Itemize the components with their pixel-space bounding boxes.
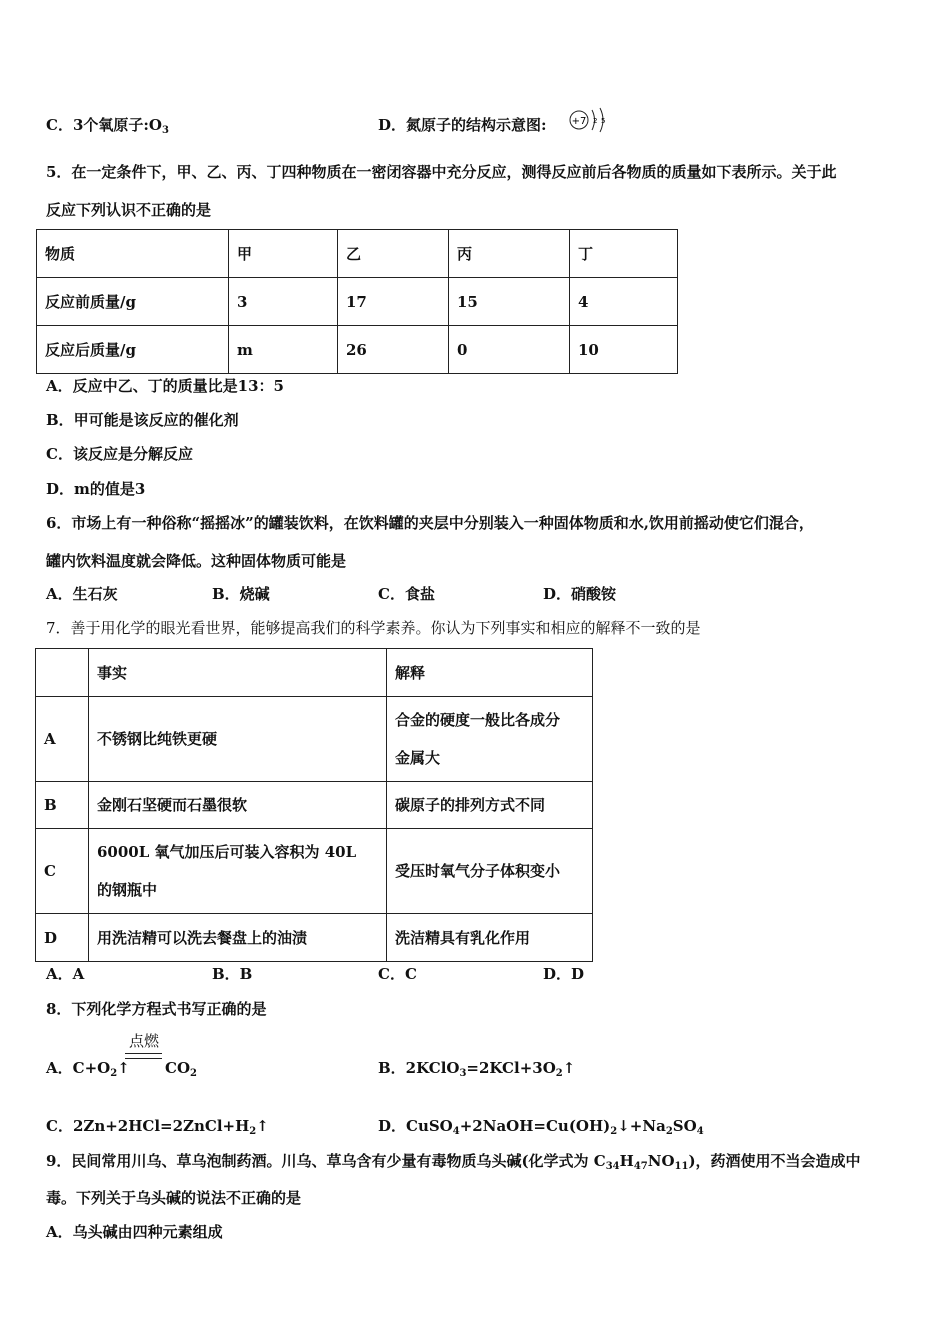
q5-option-c: C．该反应是分解反应 <box>46 445 193 463</box>
table-cell <box>387 697 593 782</box>
q9-stem-line1: 9．民间常用川乌、草乌泡制药酒。川乌、草乌含有少量有毒物质乌头碱(化学式为 $C_{34}H_{47}NO_{11}$)，药酒使用不当会造成中 <box>46 1152 861 1172</box>
table-row <box>37 326 678 374</box>
table-cell: 解释 <box>387 649 593 697</box>
equation-double-line <box>125 1053 162 1059</box>
table-row <box>36 914 593 962</box>
table-cell: A <box>36 697 89 782</box>
q4-option-d: D．氮原子的结构示意图: <box>378 116 547 134</box>
q7-option-b: B．B <box>212 965 253 983</box>
table-cell: 反应前质量/g <box>37 278 229 326</box>
table-cell: 用洗洁精可以洗去餐盘上的油渍 <box>89 914 387 962</box>
q5-option-b: B．甲可能是该反应的催化剂 <box>46 411 239 429</box>
cell-line: 合金的硬度一般比各成分 <box>395 711 561 729</box>
q6-stem-line1: 6．市场上有一种俗称“摇摇冰”的罐装饮料，在饮料罐的夹层中分别装入一种固体物质和水,饮用前摇动使它们混合， <box>46 514 814 532</box>
table-row <box>36 782 593 829</box>
table-cell: 碳原子的排列方式不同 <box>387 782 593 829</box>
table-cell: 丙 <box>449 230 570 278</box>
q5-option-d: D．m的值是3 <box>46 480 146 498</box>
q7-option-d: D．D <box>543 965 585 983</box>
table-row <box>36 697 593 782</box>
table-cell: 10 <box>570 326 678 374</box>
table-cell: 丁 <box>570 230 678 278</box>
table-cell: 0 <box>449 326 570 374</box>
table-cell <box>36 649 89 697</box>
q8-option-b: B．$2KClO_3=2KCl+3O_2↑$ <box>378 1059 576 1079</box>
atom-shell-1: 2 <box>593 117 598 125</box>
table-cell: 反应后质量/g <box>37 326 229 374</box>
q7-fact-table <box>35 648 593 962</box>
q8-option-c: C．$2Zn+2HCl=2ZnCl+H_2↑$ <box>46 1117 269 1137</box>
table-header-row <box>36 649 593 697</box>
nitrogen-atom-diagram-icon <box>566 106 614 134</box>
q6-option-a: A．生石灰 <box>46 585 118 603</box>
table-cell: 甲 <box>229 230 338 278</box>
table-row <box>37 278 678 326</box>
table-cell: 15 <box>449 278 570 326</box>
q5-stem-line1: 5．在一定条件下，甲、乙、丙、丁四种物质在一密闭容器中充分反应，测得反应前后各物质的质量如下表所示。关于此 <box>46 163 837 181</box>
table-cell: 事实 <box>89 649 387 697</box>
q8-stem: 8．下列化学方程式书写正确的是 <box>46 1000 267 1018</box>
table-row <box>36 829 593 914</box>
q8-option-a: A．$C+O_2↑$ <box>46 1059 130 1079</box>
q5-stem-line2: 反应下列认识不正确的是 <box>46 201 212 219</box>
q6-option-b: B．烧碱 <box>212 585 270 603</box>
q6-option-c: C．食盐 <box>378 585 435 603</box>
table-cell: 3 <box>229 278 338 326</box>
table-cell: 乙 <box>338 230 449 278</box>
table-cell: 物质 <box>37 230 229 278</box>
q7-stem: 7．善于用化学的眼光看世界，能够提高我们的科学素养。你认为下列事实和相应的解释不一致的是 <box>46 619 701 637</box>
atom-nucleus: +7 <box>571 116 587 127</box>
table-cell: 受压时氧气分子体积变小 <box>387 829 593 914</box>
table-cell: 洗洁精具有乳化作用 <box>387 914 593 962</box>
q6-option-d: D．硝酸铵 <box>543 585 617 603</box>
q7-option-a: A．A <box>46 965 85 983</box>
table-cell: 26 <box>338 326 449 374</box>
q9-stem-line2: 毒。下列关于乌头碱的说法不正确的是 <box>46 1189 302 1207</box>
table-cell <box>89 829 387 914</box>
cell-line: 6000L 氧气加压后可装入容积为 40L <box>97 843 357 861</box>
q7-option-c: C．C <box>378 965 417 983</box>
q4-option-c: C．3个氧原子$:O_3$ <box>46 116 169 136</box>
table-cell: 4 <box>570 278 678 326</box>
table-cell: 17 <box>338 278 449 326</box>
table-cell: m <box>229 326 338 374</box>
q6-stem-line2: 罐内饮料温度就会降低。这种固体物质可能是 <box>46 552 347 570</box>
q8-option-a-product: $CO_2$ <box>165 1059 197 1079</box>
table-cell: B <box>36 782 89 829</box>
q8-option-d: D．$CuSO_4+2NaOH=Cu(OH)_2↓+Na_2SO_4$ <box>378 1117 704 1137</box>
table-cell: C <box>36 829 89 914</box>
cell-line: 的钢瓶中 <box>97 881 158 899</box>
table-cell: 金刚石坚硬而石墨很软 <box>89 782 387 829</box>
q5-mass-table <box>36 229 678 374</box>
q5-option-a: A．反应中乙、丁的质量比是13：5 <box>46 377 284 395</box>
q8-reaction-condition: 点燃 <box>128 1032 159 1050</box>
atom-shell-2: 5 <box>601 117 606 125</box>
cell-line: 金属大 <box>395 749 441 767</box>
table-cell: 不锈钢比纯铁更硬 <box>89 697 387 782</box>
table-cell: D <box>36 914 89 962</box>
q9-option-a: A．乌头碱由四种元素组成 <box>46 1223 223 1241</box>
table-header-row <box>37 230 678 278</box>
